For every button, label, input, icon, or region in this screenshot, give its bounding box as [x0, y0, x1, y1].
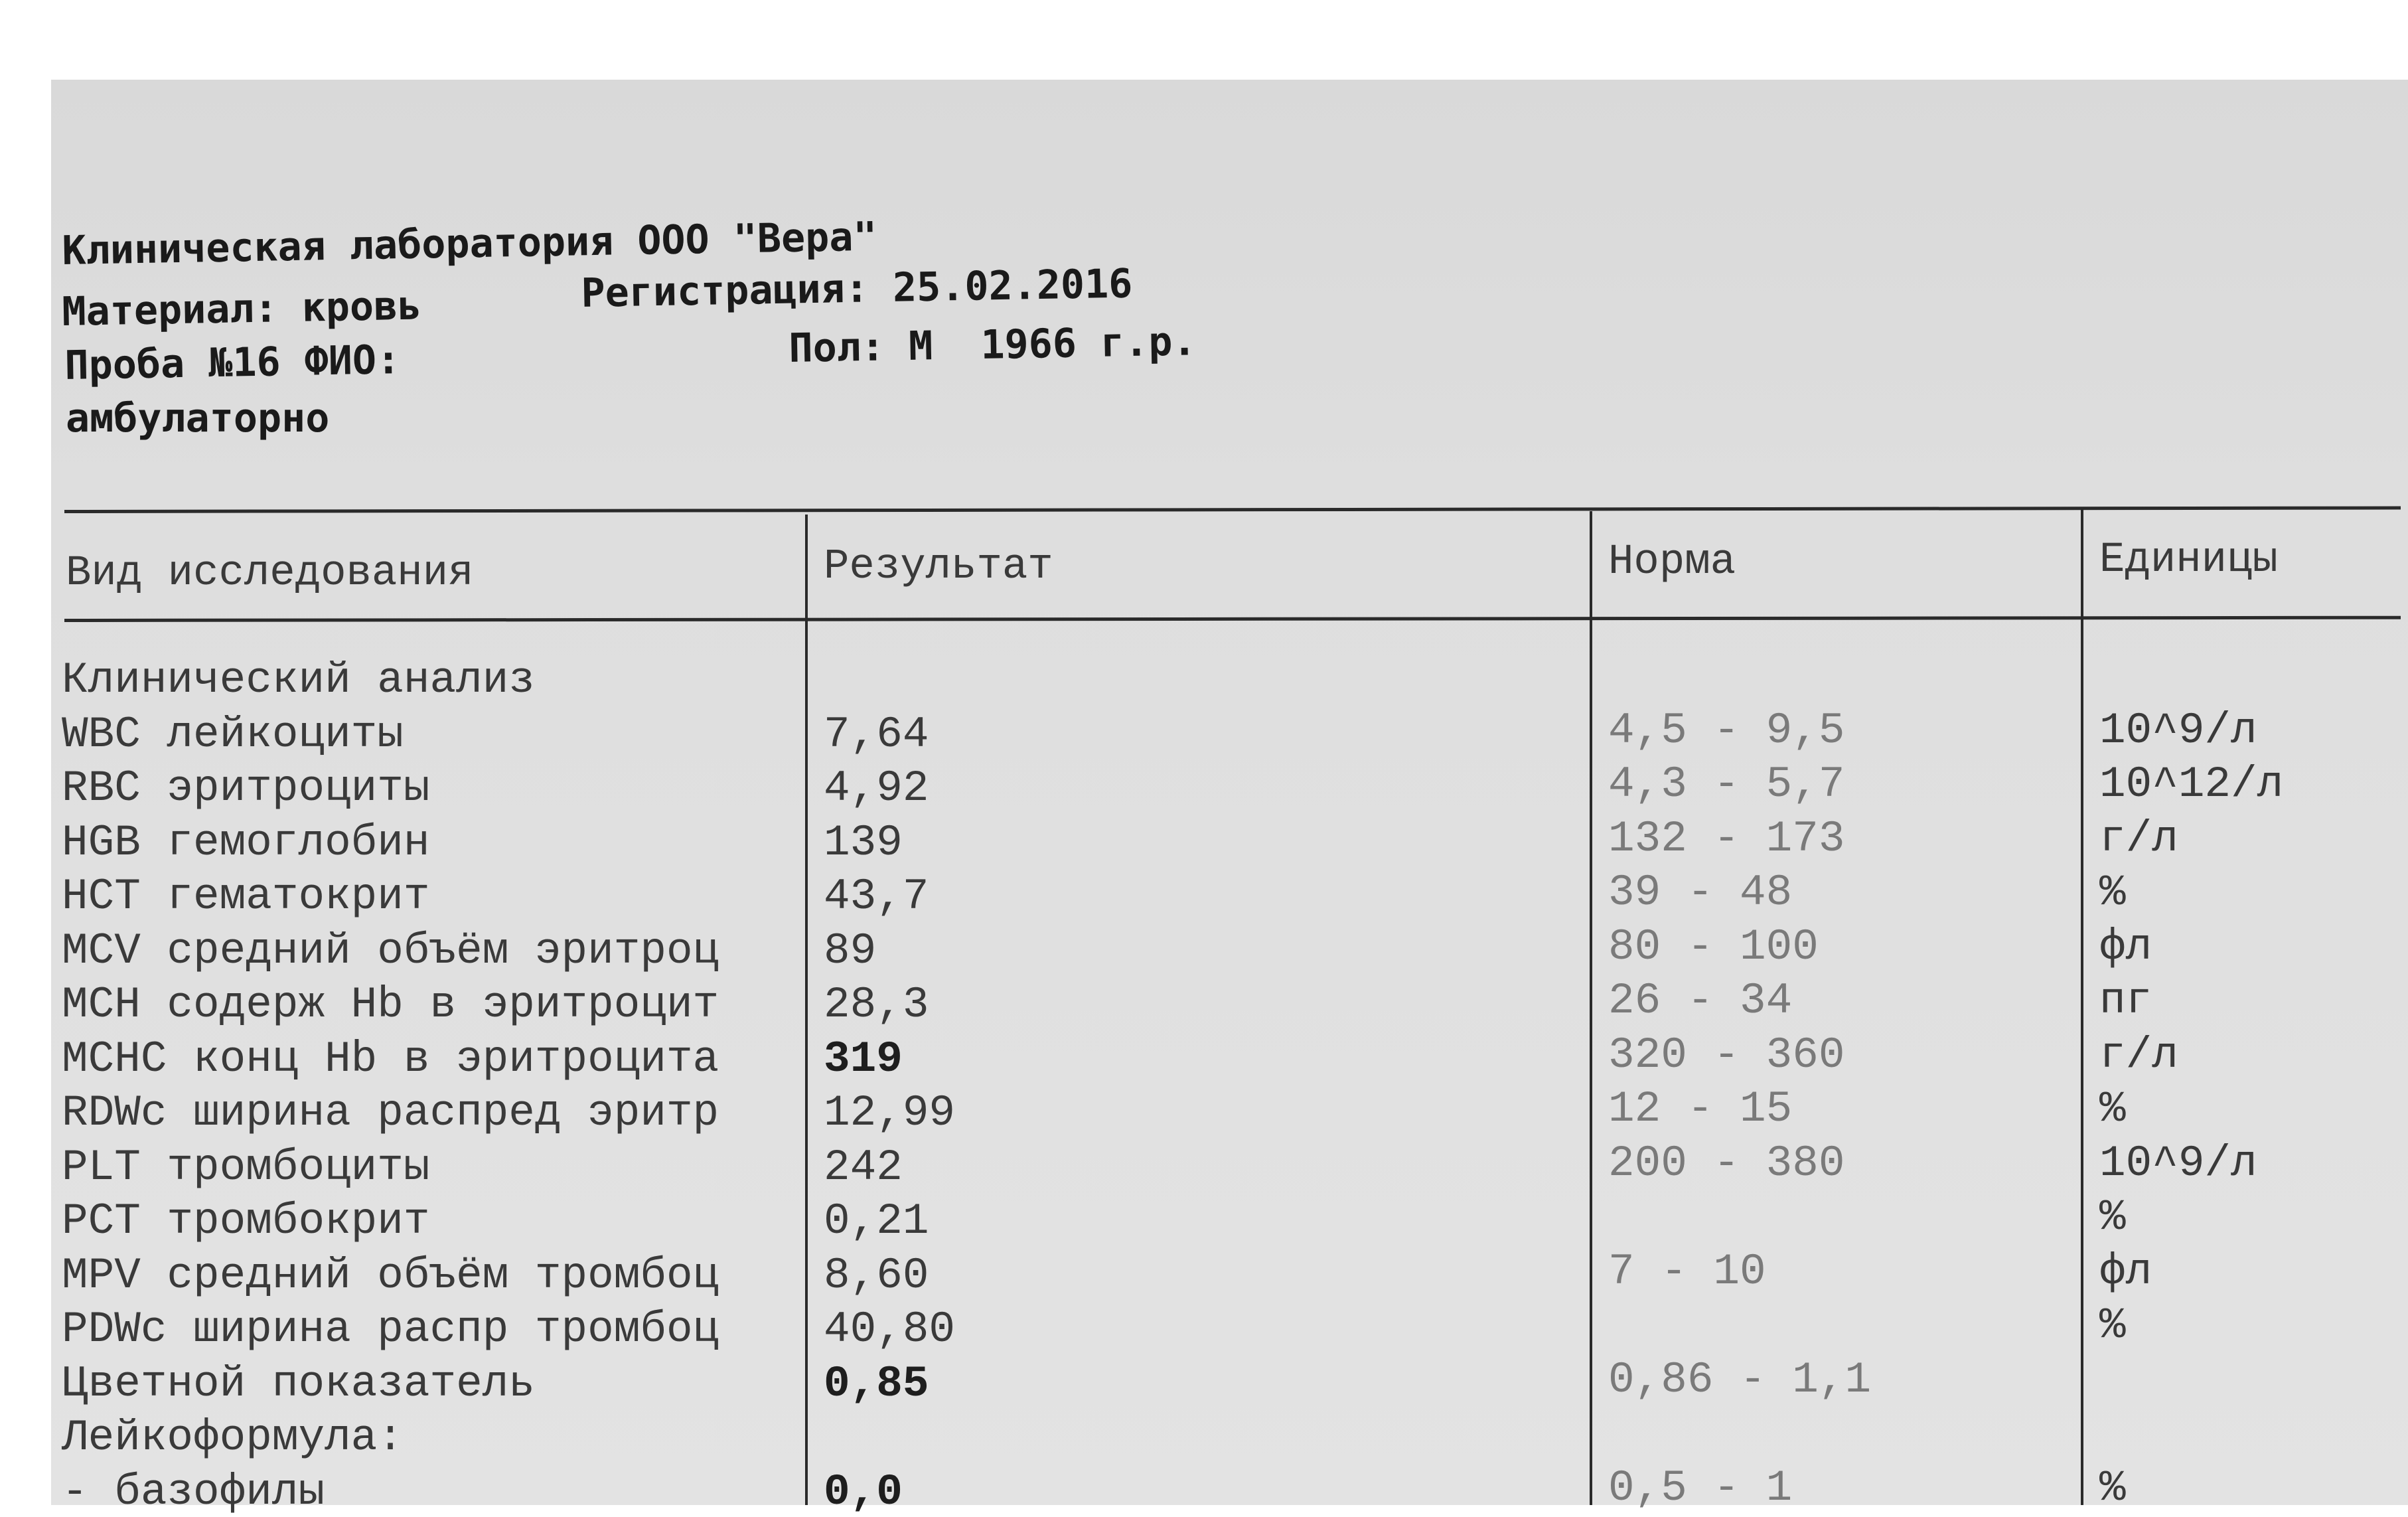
material-label: Материал: кровь: [61, 282, 422, 335]
cell-unit: 10^9/л: [2099, 706, 2257, 756]
cell-name: MCV средний объём эритроц: [62, 926, 719, 976]
cell-result: 43,7: [824, 872, 929, 921]
cell-norm: 26 - 34: [1608, 976, 1793, 1026]
patient-mode: амбулаторно: [66, 395, 330, 441]
cell-result: 40,80: [824, 1305, 956, 1354]
cell-unit: %: [2099, 1463, 2126, 1513]
sample-fio-label: Проба №16 ФИО:: [64, 337, 401, 389]
cell-unit: %: [2099, 1084, 2126, 1134]
column-header-test: Вид исследования: [66, 550, 474, 598]
cell-norm: 4,5 - 9,5: [1608, 706, 1845, 756]
cell-result: 4,92: [824, 763, 929, 813]
cell-result: 139: [824, 818, 903, 868]
cell-name: RDWc ширина распред эритр: [62, 1088, 719, 1138]
cell-unit: г/л: [2099, 1030, 2178, 1080]
column-divider-1: [805, 515, 808, 1505]
cell-unit: %: [2099, 868, 2126, 918]
cell-result: 7,64: [824, 710, 929, 759]
cell-norm: 320 - 360: [1608, 1030, 1845, 1080]
cell-result: 242: [824, 1143, 903, 1192]
cell-result: 0,0: [824, 1467, 903, 1517]
cell-norm: 4,3 - 5,7: [1608, 759, 1845, 809]
cell-name: Лейкоформула:: [62, 1413, 404, 1463]
cell-name: Клинический анализ: [62, 655, 535, 705]
cell-unit: %: [2099, 1192, 2126, 1242]
cell-result: 8,60: [824, 1251, 929, 1301]
cell-norm: 0,5 - 1: [1608, 1463, 1793, 1513]
cell-name: - базофилы: [62, 1467, 325, 1517]
cell-name: Цветной показатель: [62, 1359, 535, 1409]
cell-unit: г/л: [2099, 814, 2178, 864]
cell-unit: 10^12/л: [2099, 759, 2284, 809]
cell-unit: 10^9/л: [2099, 1139, 2257, 1188]
sex-birth-year: Пол: М 1966 г.р.: [788, 318, 1197, 372]
cell-name: PDWc ширина распр тромбоц: [62, 1305, 719, 1354]
column-header-norm: Норма: [1608, 538, 1736, 586]
cell-name: MCHC конц Hb в эритроцита: [62, 1034, 719, 1084]
cell-result: 28,3: [824, 980, 929, 1030]
cell-name: MCH содерж Hb в эритроцит: [62, 980, 719, 1030]
column-header-result: Результат: [824, 543, 1053, 591]
cell-result: 12,99: [824, 1088, 956, 1138]
registration-date: Регистрация: 25.02.2016: [580, 260, 1133, 317]
cell-result: 89: [824, 926, 877, 976]
cell-unit: фл: [2099, 1247, 2152, 1297]
cell-norm: 132 - 173: [1608, 814, 1845, 864]
cell-name: RBC эритроциты: [62, 763, 430, 813]
cell-name: PCT тромбокрит: [62, 1196, 430, 1246]
cell-result: 319: [824, 1034, 903, 1084]
cell-result: 0,21: [824, 1196, 929, 1246]
cell-name: PLT тромбоциты: [62, 1143, 430, 1192]
cell-norm: 80 - 100: [1608, 922, 1819, 972]
cell-unit: пг: [2099, 976, 2152, 1026]
cell-unit: %: [2099, 1301, 2126, 1350]
column-divider-2: [1590, 511, 1592, 1505]
cell-name: HGB гемоглобин: [62, 818, 430, 868]
lab-name: Клиническая лаборатория ООО "Вера": [61, 213, 878, 274]
column-header-units: Единицы: [2099, 536, 2278, 584]
cell-norm: 39 - 48: [1608, 868, 1793, 918]
cell-norm: 200 - 380: [1608, 1139, 1845, 1188]
cell-name: MPV средний объём тромбоц: [62, 1251, 719, 1301]
cell-name: WBC лейкоциты: [62, 710, 404, 759]
cell-norm: 0,86 - 1,1: [1608, 1355, 1872, 1405]
cell-result: 0,85: [824, 1359, 929, 1409]
cell-norm: 12 - 15: [1608, 1084, 1793, 1134]
cell-unit: фл: [2099, 922, 2152, 972]
cell-name: HCT гематокрит: [62, 872, 430, 921]
column-divider-3: [2081, 509, 2083, 1505]
cell-norm: 7 - 10: [1608, 1247, 1766, 1297]
